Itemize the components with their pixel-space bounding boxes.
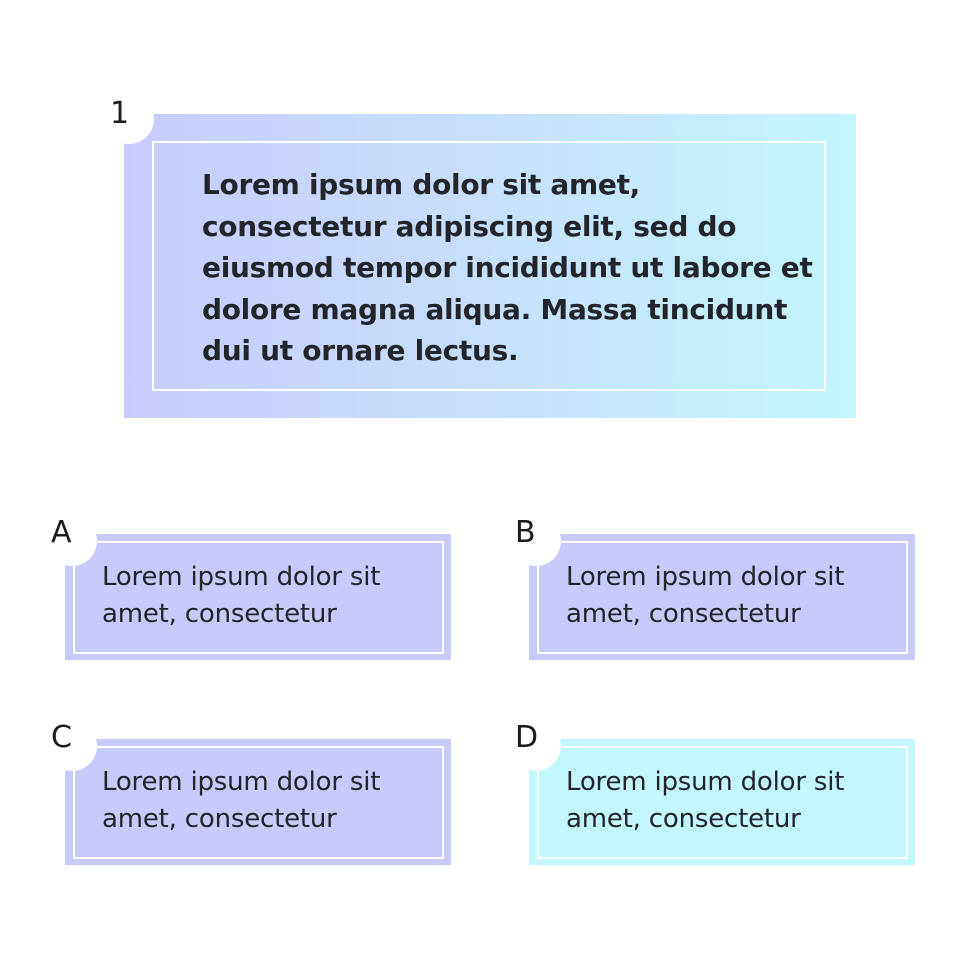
answer-option-b[interactable] — [529, 534, 915, 660]
question-text: Lorem ipsum dolor sit amet, consectetur adipiscing elit, sed do eiusmod tempor incididunt ut labore et dolore magna aliqua. Massa tincidunt dui ut ornare lectus. — [202, 168, 813, 367]
answer-option-a[interactable] — [65, 534, 451, 660]
answer-text: Lorem ipsum dolor sit amet, consectetur — [566, 562, 845, 629]
question-card — [124, 114, 856, 418]
answer-text: Lorem ipsum dolor sit amet, consectetur — [566, 767, 845, 834]
answer-letter-b: B — [515, 515, 536, 550]
answer-text: Lorem ipsum dolor sit amet, consectetur — [102, 767, 381, 834]
answer-option-c[interactable] — [65, 739, 451, 865]
question-number: 1 — [110, 96, 130, 131]
answer-letter-c: C — [51, 720, 72, 755]
answer-text: Lorem ipsum dolor sit amet, consectetur — [102, 562, 381, 629]
answer-letter-a: A — [51, 515, 72, 550]
answer-letter-d: D — [515, 720, 539, 755]
answer-option-d[interactable] — [529, 739, 915, 865]
